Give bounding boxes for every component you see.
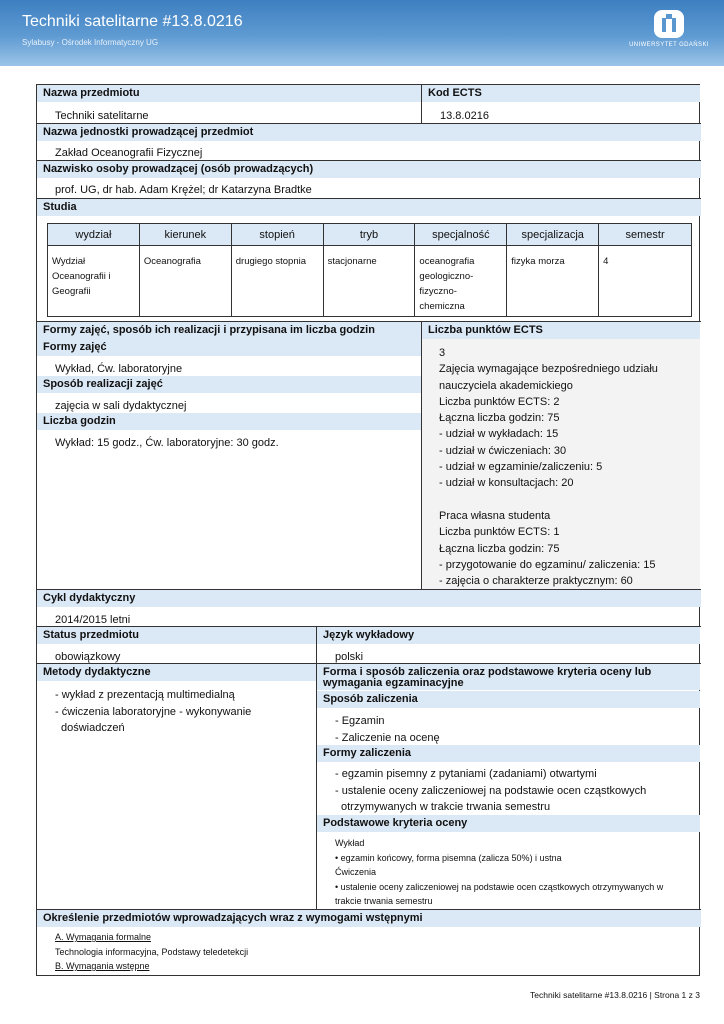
cell-kierunek: Oceanografia bbox=[139, 246, 231, 317]
col-specjalizacja: specjalizacja bbox=[507, 224, 599, 246]
cycle-value: 2014/2015 letni bbox=[55, 614, 131, 626]
page-subtitle: Sylabusy - Ośrodek Informatyczny UG bbox=[22, 38, 159, 47]
cell-semestr: 4 bbox=[599, 246, 692, 317]
formal-requirements-value: Technologia informacyjna, Podstawy teledetekcji bbox=[55, 946, 249, 957]
cell-specjalnosc: oceanografia geologiczno- fizyczno- chemiczna bbox=[415, 246, 507, 317]
teachers-label: Nazwisko osoby prowadzącej (osób prowadzących) bbox=[37, 161, 701, 178]
table-row bbox=[48, 246, 692, 317]
col-semestr: semestr bbox=[599, 224, 692, 246]
page-title: Techniki satelitarne #13.8.0216 bbox=[22, 13, 243, 30]
status-label: Status przedmiotu bbox=[37, 627, 316, 644]
criteria-label: Podstawowe kryteria oceny bbox=[317, 815, 700, 832]
course-name-label: Nazwa przedmiotu bbox=[37, 85, 421, 102]
col-wydzial: wydział bbox=[48, 224, 140, 246]
col-stopien: stopień bbox=[231, 224, 323, 246]
col-kierunek: kierunek bbox=[139, 224, 231, 246]
method-label: Sposób realizacji zajęć bbox=[37, 376, 421, 393]
ects-code-label: Kod ECTS bbox=[422, 85, 700, 102]
list-item: - ustalenie oceny zaliczeniowej na podstawie ocen cząstkowych bbox=[335, 784, 647, 797]
assessment-forms-label: Formy zaliczenia bbox=[317, 745, 700, 762]
col-specjalnosc: specjalność bbox=[415, 224, 507, 246]
hours-label: Liczba godzin bbox=[37, 413, 421, 430]
studia-table bbox=[47, 223, 692, 317]
assessment-method-list bbox=[335, 713, 440, 746]
assessment-forms-list bbox=[335, 766, 646, 816]
assessment-method-label: Sposób zaliczenia bbox=[317, 691, 700, 708]
forms-label: Formy zajęć, sposób ich realizacji i przypisana im liczba godzin bbox=[37, 322, 421, 339]
cycle-label: Cykl dydaktyczny bbox=[37, 590, 701, 607]
list-item: - wykład z prezentacją multimedialną bbox=[55, 689, 235, 701]
course-name-value: Techniki satelitarne bbox=[55, 110, 149, 122]
page-header bbox=[0, 0, 724, 66]
forms-sub-label: Formy zajęć bbox=[37, 339, 421, 356]
ects-points-panel bbox=[422, 339, 700, 589]
list-item: - Egzamin bbox=[335, 715, 385, 727]
cell-stopien: drugiego stopnia bbox=[231, 246, 323, 317]
list-item: otrzymywanych w trakcie trwania semestru bbox=[341, 801, 551, 813]
unit-value: Zakład Oceanografii Fizycznej bbox=[55, 147, 203, 159]
method-value: zajęcia w sali dydaktycznej bbox=[55, 400, 187, 412]
status-value: obowiązkowy bbox=[55, 651, 121, 663]
formal-requirements-label: A. Wymagania formalne bbox=[55, 932, 151, 942]
list-item: doświadczeń bbox=[61, 722, 125, 734]
hours-value: Wykład: 15 godz., Ćw. laboratoryjne: 30 godz. bbox=[55, 437, 279, 449]
cell-specjalizacja: fizyka morza bbox=[507, 246, 599, 317]
methods-label: Metody dydaktyczne bbox=[37, 664, 316, 681]
unit-label: Nazwa jednostki prowadzącej przedmiot bbox=[37, 124, 701, 141]
initial-requirements-label: B. Wymagania wstępne bbox=[55, 961, 150, 971]
studia-label: Studia bbox=[37, 199, 701, 216]
page-footer: Techniki satelitarne #13.8.0216 | Strona 1 z 3 bbox=[530, 990, 700, 1000]
logo-caption: UNIWERSYTET GDAŃSKI bbox=[629, 42, 709, 48]
syllabus-document bbox=[36, 84, 700, 976]
language-value: polski bbox=[335, 651, 364, 663]
ects-code-value: 13.8.0216 bbox=[440, 110, 489, 122]
criteria-text: Wykład • egzamin końcowy, forma pisemna (zalicza 50%) i ustna Ćwiczenia • ustalenie oceny zaliczeniowej na podstawie ocen cząstkowych otrzymywanych w trakcie trwania semestru bbox=[335, 838, 664, 906]
forms-value: Wykład, Ćw. laboratoryjne bbox=[55, 363, 183, 375]
assessment-label: Forma i sposób zaliczenia oraz podstawowe kryteria oceny lub wymagania egzaminacyjne bbox=[317, 664, 700, 690]
ects-points-label: Liczba punktów ECTS bbox=[422, 322, 700, 339]
list-item: - Zaliczenie na ocenę bbox=[335, 731, 440, 744]
prerequisites-content bbox=[55, 930, 248, 974]
teachers-value: prof. UG, dr hab. Adam Krężel; dr Katarzyna Bradtke bbox=[55, 184, 312, 196]
cell-tryb: stacjonarne bbox=[323, 246, 415, 317]
ects-points-details: 3 Zajęcia wymagające bezpośredniego udziału nauczyciela akademickiego Liczba punktów ECTS: 2 Łączna liczba godzin: 75 - udział w wykładach: 15 - udział w ćwiczeniach: 30 - udział w egzaminie/zaliczeniu: 5 - udział w konsultacjach: 20 Praca własna studenta Liczba punktów ECTS: 1 Łączna liczba godzin: 75 - przygotowanie do egzaminu/ zaliczenia: 15 - zajęcia o charakterze praktycznym: 60 bbox=[439, 347, 658, 588]
language-label: Język wykładowy bbox=[317, 627, 700, 644]
cell-wydzial: Wydział Oceanografii i Geografii bbox=[48, 246, 140, 317]
col-tryb: tryb bbox=[323, 224, 415, 246]
list-item: - ćwiczenia laboratoryjne - wykonywanie bbox=[55, 705, 252, 718]
prerequisites-label: Określenie przedmiotów wprowadzających wraz z wymogami wstępnymi bbox=[37, 910, 701, 927]
list-item: - egzamin pisemny z pytaniami (zadaniami) otwartymi bbox=[335, 768, 597, 780]
methods-list bbox=[55, 687, 251, 737]
